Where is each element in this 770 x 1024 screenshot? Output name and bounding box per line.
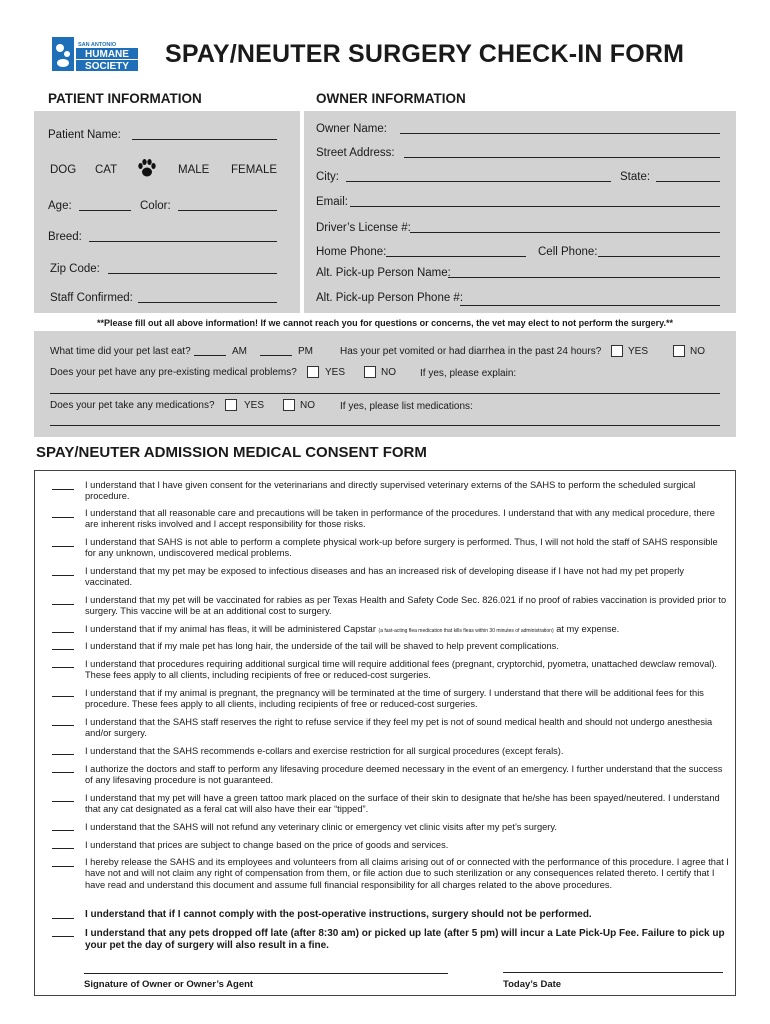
initial-blank[interactable] xyxy=(52,848,74,849)
initial-blank[interactable] xyxy=(52,546,74,547)
drivers-license-label: Driver’s License #: xyxy=(316,222,411,234)
age-field[interactable] xyxy=(79,210,131,211)
cat-option[interactable]: CAT xyxy=(95,164,118,176)
initial-blank[interactable] xyxy=(52,725,74,726)
street-address-label: Street Address: xyxy=(316,147,395,159)
initial-blank[interactable] xyxy=(52,667,74,668)
todays-date-label: Today’s Date xyxy=(503,979,562,990)
consent-item: I understand that if I cannot comply with the post-operative instructions, surgery should not be performed. xyxy=(85,909,592,920)
medications-no-label: NO xyxy=(300,400,315,411)
preexisting-question-label: Does your pet have any pre-existing medical problems? xyxy=(50,367,297,378)
owner-signature-label: Signature of Owner or Owner’s Agent xyxy=(84,979,254,990)
initial-blank[interactable] xyxy=(52,918,74,919)
dog-option[interactable]: DOG xyxy=(50,164,77,176)
medications-list-field[interactable] xyxy=(50,425,720,426)
consent-item: I understand that the SAHS recommends e-collars and exercise restriction for all surgical procedures (except ferals). xyxy=(85,746,564,756)
consent-item: I understand that my pet may be exposed to infectious diseases and has an increased risk of developing disease if I have not had my pet properly vaccinated. xyxy=(85,566,684,588)
alt-pickup-name-label: Alt. Pick-up Person Name: xyxy=(316,267,451,279)
email-label: Email: xyxy=(316,196,348,208)
patient-name-field[interactable] xyxy=(132,139,277,140)
home-phone-label: Home Phone: xyxy=(316,246,387,258)
owner-signature-line[interactable] xyxy=(84,973,448,974)
cell-phone-label: Cell Phone: xyxy=(538,246,598,258)
am-label: AM xyxy=(232,346,247,357)
preexisting-no-checkbox[interactable] xyxy=(364,366,376,378)
humane-society-logo xyxy=(52,35,138,75)
consent-item: I understand that procedures requiring additional surgical time will require additional fees (pregnant, cryptorchid, pyometra, unattached dewclaw removal). These fees apply to all clients, including recipients of free or reduced-cost surgeries. xyxy=(85,659,718,681)
last-eat-label: What time did your pet last eat? xyxy=(50,346,191,357)
initial-blank[interactable] xyxy=(52,696,74,697)
medications-list-label: If yes, please list medications: xyxy=(340,401,473,412)
alt-pickup-phone-label: Alt. Pick-up Person Phone #: xyxy=(316,292,464,304)
medications-question-label: Does your pet take any medications? xyxy=(50,400,215,411)
capstar-note: (a fast-acting flea medication that kills fleas within 30 minutes of administration) xyxy=(378,628,554,634)
consent-item: I understand that if my male pet has long hair, the underside of the tail will be shaved to help prevent complications. xyxy=(85,641,559,651)
preexisting-yes-label: YES xyxy=(325,367,346,378)
preexisting-no-label: NO xyxy=(381,367,396,378)
owner-name-label: Owner Name: xyxy=(316,123,387,135)
consent-item-capstar-text: I understand that if my animal has fleas, it will be administered Capstar xyxy=(85,624,376,634)
initial-blank[interactable] xyxy=(52,517,74,518)
explain-label: If yes, please explain: xyxy=(420,368,517,379)
staff-confirmed-label: Staff Confirmed: xyxy=(50,292,133,304)
consent-item: I understand that my pet will be vaccinated for rabies as per Texas Health and Safety Code Sec. 826.021 if no proof of rabies vaccination is provided prior to surgery. This vaccine will be at an additional cost to surgery. xyxy=(85,595,727,617)
vomit-yes-checkbox[interactable] xyxy=(611,345,623,357)
svg-text:SAN ANTONIO: SAN ANTONIO xyxy=(78,42,117,48)
zip-code-label: Zip Code: xyxy=(50,263,100,275)
home-phone-field[interactable] xyxy=(386,256,526,257)
alt-pickup-phone-field[interactable] xyxy=(460,305,720,306)
vomit-no-label: NO xyxy=(690,346,705,357)
consent-item: I understand that all reasonable care and precautions will be taken in performance of the procedures. I understand that with any medical procedure, there are inherent risks involved and I accept responsibility for those risks. xyxy=(85,508,715,530)
city-field[interactable] xyxy=(346,181,611,182)
vomit-yes-label: YES xyxy=(628,346,649,357)
consent-item: I understand that I have given consent for the veterinarians and directly supervised veterinary externs of the SAHS to perform the scheduled surgical procedure. xyxy=(85,480,696,502)
state-label: State: xyxy=(620,171,651,183)
initial-blank[interactable] xyxy=(52,936,74,937)
initial-blank[interactable] xyxy=(52,632,74,633)
owner-name-field[interactable] xyxy=(400,133,720,134)
consent-item: I authorize the doctors and staff to perform any lifesaving procedure deemed necessary in the event of an emergency. I further understand that the success of any lifesaving procedure is not guaranteed. xyxy=(85,764,723,786)
explain-field[interactable] xyxy=(50,393,720,394)
email-field[interactable] xyxy=(350,206,720,207)
initial-blank[interactable] xyxy=(52,866,74,867)
color-field[interactable] xyxy=(178,210,277,211)
owner-info-heading: OWNER INFORMATION xyxy=(316,91,466,106)
patient-info-heading: PATIENT INFORMATION xyxy=(48,91,202,106)
staff-confirmed-field[interactable] xyxy=(138,302,277,303)
svg-text:HUMANE: HUMANE xyxy=(85,49,129,60)
capstar-tail: at my expense. xyxy=(556,624,620,634)
consent-item-capstar xyxy=(85,624,730,637)
state-field[interactable] xyxy=(656,181,720,182)
vomit-no-checkbox[interactable] xyxy=(673,345,685,357)
consent-item: I hereby release the SAHS and its employees and volunteers from all claims arising out of or connected with the performance of this procedure. I agree that I have not and will not claim any right of compensation from them, or file action due to such sterilization or any consequences related thereto. I certify that I have read and understand this document and assume full financial responsibility for all charges related to the above procedures. xyxy=(85,857,729,890)
patient-name-label: Patient Name: xyxy=(48,129,121,141)
zip-code-field[interactable] xyxy=(108,273,277,274)
consent-item: I understand that my pet will have a green tattoo mark placed on the surface of their skin to designate that he/she has been spayed/neutered. I understand that any cat designated as a feral cat will also have their ear “tipped”. xyxy=(85,793,720,815)
color-label: Color: xyxy=(140,200,171,212)
female-option[interactable]: FEMALE xyxy=(231,164,278,176)
last-eat-pm-field[interactable] xyxy=(260,355,292,356)
initial-blank[interactable] xyxy=(52,754,74,755)
consent-item: I understand that the SAHS will not refund any veterinary clinic or emergency vet clinic visits after my pet’s surgery. xyxy=(85,822,557,832)
consent-item: I understand that the SAHS staff reserves the right to refuse service if they feel my pet is not of sound medical health and should not undergo anesthesia and/or surgery. xyxy=(85,717,713,739)
consent-item: I understand that if my animal is pregnant, the pregnancy will be terminated at the time of surgery. I understand that there will be additional fees for this procedure. These fees apply to all clients, including recipients of free or reduced-cost surgeries. xyxy=(85,688,704,710)
initial-blank[interactable] xyxy=(52,830,74,831)
preexisting-yes-checkbox[interactable] xyxy=(307,366,319,378)
breed-label: Breed: xyxy=(48,231,82,243)
vomit-question-label: Has your pet vomited or had diarrhea in the past 24 hours? xyxy=(340,346,602,357)
medications-yes-label: YES xyxy=(244,400,265,411)
initial-blank[interactable] xyxy=(52,772,74,773)
alt-pickup-name-field[interactable] xyxy=(448,277,720,278)
consent-form-title: SPAY/NEUTER ADMISSION MEDICAL CONSENT FORM xyxy=(36,444,427,461)
medications-yes-checkbox[interactable] xyxy=(225,399,237,411)
cell-phone-field[interactable] xyxy=(598,256,720,257)
fill-out-notice: **Please fill out all above information! If we cannot reach you for questions or concerns, the vet may elect to not perform the surgery.** xyxy=(97,318,673,328)
patient-info-panel xyxy=(34,111,300,313)
city-label: City: xyxy=(316,171,339,183)
consent-item: I understand that SAHS is not able to perform a complete physical work-up before surgery is performed. Thus, I will not hold the staff of SAHS responsible for any unknown, undiscovered medical problems. xyxy=(85,537,718,559)
initial-blank[interactable] xyxy=(52,801,74,802)
drivers-license-field[interactable] xyxy=(410,232,720,233)
paw-icon xyxy=(136,157,158,184)
svg-text:SOCIETY: SOCIETY xyxy=(85,61,129,72)
initial-blank[interactable] xyxy=(52,604,74,605)
initial-blank[interactable] xyxy=(52,489,74,490)
initial-blank[interactable] xyxy=(52,649,74,650)
age-label: Age: xyxy=(48,200,72,212)
street-address-field[interactable] xyxy=(404,157,720,158)
consent-item: I understand that any pets dropped off late (after 8:30 am) or picked up late (after 5 pm) will incur a Late Pick-Up Fee. Failure to pick up your pet the day of surgery will also result in a fine. xyxy=(85,928,725,951)
male-option[interactable]: MALE xyxy=(178,164,210,176)
todays-date-line[interactable] xyxy=(503,972,723,973)
owner-info-panel xyxy=(304,111,736,313)
breed-field[interactable] xyxy=(89,241,277,242)
last-eat-field[interactable] xyxy=(194,355,226,356)
pm-label: PM xyxy=(298,346,313,357)
medications-no-checkbox[interactable] xyxy=(283,399,295,411)
consent-item: I understand that prices are subject to change based on the price of goods and services. xyxy=(85,840,449,850)
initial-blank[interactable] xyxy=(52,575,74,576)
form-title: SPAY/NEUTER SURGERY CHECK-IN FORM xyxy=(165,40,685,68)
